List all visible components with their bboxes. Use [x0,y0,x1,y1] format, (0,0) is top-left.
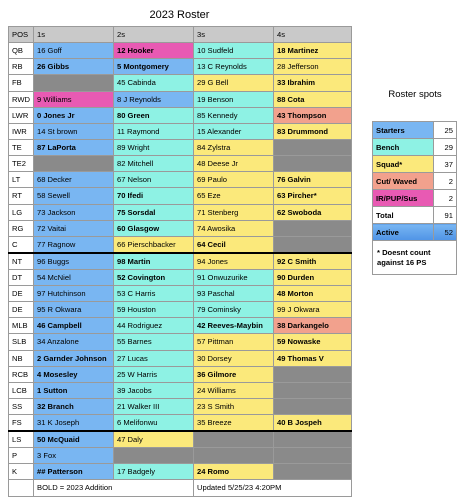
table-row [9,285,352,301]
legend-count: 25 [434,122,457,139]
legend-label: Starters [373,122,434,139]
empty-slot-cell [274,398,352,414]
table-row [9,75,352,91]
player-cell: 71 Stenberg [194,204,274,220]
position-cell: DE [9,302,34,318]
page-title: 2023 Roster [149,9,210,21]
player-cell: 79 Cominsky [194,302,274,318]
player-cell: 53 C Harris [114,285,194,301]
player-cell: 39 Jacobs [114,382,194,398]
player-cell: 85 Kennedy [194,107,274,123]
position-cell: RWD [9,91,34,107]
empty-slot-cell [274,448,352,464]
player-cell: 32 Branch [34,398,114,414]
player-cell: 55 Barnes [114,334,194,350]
player-cell: 88 Cota [274,91,352,107]
position-cell: RG [9,220,34,236]
legend-row [373,122,457,139]
player-cell: 48 Deese Jr [194,156,274,172]
player-cell: 99 J Okwara [274,302,352,318]
player-cell: 21 Walker III [114,398,194,414]
player-cell: 30 Dorsey [194,350,274,366]
player-cell: 69 Paulo [194,172,274,188]
player-cell: 80 Green [114,107,194,123]
legend-count: 2 [434,173,457,190]
player-cell: 82 Mitchell [114,156,194,172]
player-cell: 49 Thomas V [274,350,352,366]
player-cell: 90 Durden [274,269,352,285]
position-cell: TE2 [9,156,34,172]
position-cell: FB [9,75,34,91]
player-cell: 13 C Reynolds [194,59,274,75]
position-cell: LG [9,204,34,220]
player-cell: 18 Martinez [274,43,352,59]
player-cell: 47 Daly [114,431,194,448]
empty-slot-cell [274,382,352,398]
player-cell: 59 Nowaske [274,334,352,350]
player-cell: 92 C Smith [274,253,352,270]
position-cell: LWR [9,107,34,123]
player-cell: 36 Gilmore [194,366,274,382]
player-cell: 63 Pircher* [274,188,352,204]
legend-label: Active [373,224,434,241]
footer-row [9,480,352,496]
player-cell: 10 Sudfeld [194,43,274,59]
table-row [9,318,352,334]
player-cell: 54 McNiel [34,269,114,285]
player-cell: 77 Ragnow [34,236,114,253]
player-cell: 48 Morton [274,285,352,301]
header-cell: 2s [114,27,194,43]
player-cell: 67 Nelson [114,172,194,188]
player-cell: 12 Hooker [114,43,194,59]
position-cell: P [9,448,34,464]
position-cell: TE [9,139,34,155]
player-cell: 96 Buggs [34,253,114,270]
legend-row [373,190,457,207]
header-cell: 1s [34,27,114,43]
position-cell: LS [9,431,34,448]
legend-label: IR/PUP/Sus [373,190,434,207]
legend-row [373,207,457,224]
position-cell: SS [9,398,34,414]
table-row [9,366,352,382]
legend-label: Cut/ Waved [373,173,434,190]
empty-slot-cell [274,431,352,448]
player-cell: 25 W Harris [114,366,194,382]
player-cell: 0 Jones Jr [34,107,114,123]
player-cell: 2 Garnder Johnson [34,350,114,366]
player-cell: 8 J Reynolds [114,91,194,107]
empty-slot-cell [34,75,114,91]
empty-slot-cell [114,448,194,464]
table-row [9,172,352,188]
player-cell: 97 Hutchinson [34,285,114,301]
legend-count: 52 [434,224,457,241]
player-cell: 59 Houston [114,302,194,318]
player-cell: 27 Lucas [114,350,194,366]
player-cell: 24 Romo [194,464,274,480]
table-row [9,431,352,448]
player-cell: 76 Galvin [274,172,352,188]
legend-table [372,121,457,275]
footer-spacer [9,480,34,496]
player-cell: 84 Zylstra [194,139,274,155]
player-cell: 93 Paschal [194,285,274,301]
table-row [9,236,352,253]
position-cell: RT [9,188,34,204]
table-row [9,91,352,107]
table-row [9,188,352,204]
player-cell: 91 Onwuzurike [194,269,274,285]
legend-row [373,156,457,173]
empty-slot-cell [34,156,114,172]
player-cell: 68 Decker [34,172,114,188]
table-row [9,448,352,464]
position-cell: RCB [9,366,34,382]
player-cell: 58 Sewell [34,188,114,204]
legend-count: 37 [434,156,457,173]
player-cell: 52 Covington [114,269,194,285]
player-cell: 44 Rodriguez [114,318,194,334]
player-cell: ## Patterson [34,464,114,480]
empty-slot-cell [274,220,352,236]
table-row [9,220,352,236]
legend-note-row [373,241,457,275]
position-cell: SLB [9,334,34,350]
table-row [9,334,352,350]
empty-slot-cell [274,139,352,155]
table-row [9,398,352,414]
player-cell: 33 Ibrahim [274,75,352,91]
table-header-row [9,27,352,43]
position-cell: DT [9,269,34,285]
player-cell: 45 Cabinda [114,75,194,91]
player-cell: 75 Sorsdal [114,204,194,220]
player-cell: 43 Thompson [274,107,352,123]
bold-legend-note: BOLD = 2023 Addition [34,480,194,496]
player-cell: 65 Eze [194,188,274,204]
legend-count: 91 [434,207,457,224]
player-cell: 26 Gibbs [34,59,114,75]
position-cell: LT [9,172,34,188]
table-row [9,59,352,75]
roster-table [8,26,352,497]
table-row [9,382,352,398]
table-row [9,302,352,318]
position-cell: NT [9,253,34,270]
position-cell: DE [9,285,34,301]
roster-table-container [8,26,351,497]
player-cell: 94 Jones [194,253,274,270]
legend-title: Roster spots [388,89,442,100]
position-cell: MLB [9,318,34,334]
table-row [9,107,352,123]
player-cell: 87 LaPorta [34,139,114,155]
table-row [9,156,352,172]
position-cell: LCB [9,382,34,398]
player-cell: 40 B Jospeh [274,415,352,432]
position-cell: FS [9,415,34,432]
empty-slot-cell [274,236,352,253]
legend-label: Bench [373,139,434,156]
player-cell: 17 Badgely [114,464,194,480]
player-cell: 31 K Joseph [34,415,114,432]
legend-row [373,224,457,241]
player-cell: 95 R Okwara [34,302,114,318]
table-row [9,464,352,480]
legend-row [373,139,457,156]
position-cell: QB [9,43,34,59]
practice-squad-note: * Doesnt count against 16 PS [373,241,457,275]
player-cell: 35 Breeze [194,415,274,432]
player-cell: 70 Ifedi [114,188,194,204]
header-cell: 4s [274,27,352,43]
player-cell: 73 Jackson [34,204,114,220]
table-row [9,123,352,139]
player-cell: 6 Melifonwu [114,415,194,432]
player-cell: 72 Vaitai [34,220,114,236]
player-cell: 11 Raymond [114,123,194,139]
legend-label: Squad* [373,156,434,173]
table-row [9,415,352,432]
table-row [9,253,352,270]
player-cell: 62 Swoboda [274,204,352,220]
table-row [9,269,352,285]
player-cell: 34 Anzalone [34,334,114,350]
player-cell: 66 Pierschbacker [114,236,194,253]
empty-slot-cell [274,156,352,172]
position-cell: RB [9,59,34,75]
position-cell: C [9,236,34,253]
header-cell: 3s [194,27,274,43]
empty-slot-cell [194,448,274,464]
table-row [9,350,352,366]
legend-label: Total [373,207,434,224]
player-cell: 23 S Smith [194,398,274,414]
player-cell: 19 Benson [194,91,274,107]
table-row [9,43,352,59]
legend-row [373,173,457,190]
legend-count: 2 [434,190,457,207]
player-cell: 9 Williams [34,91,114,107]
player-cell: 83 Drummond [274,123,352,139]
player-cell: 50 McQuaid [34,431,114,448]
player-cell: 42 Reeves-Maybin [194,318,274,334]
player-cell: 4 Mosesley [34,366,114,382]
position-cell: K [9,464,34,480]
player-cell: 16 Goff [34,43,114,59]
player-cell: 60 Glasgow [114,220,194,236]
player-cell: 1 Sutton [34,382,114,398]
player-cell: 74 Awosika [194,220,274,236]
player-cell: 24 Williams [194,382,274,398]
player-cell: 38 Darkangelo [274,318,352,334]
empty-slot-cell [274,366,352,382]
legend-container [372,121,456,275]
position-cell: NB [9,350,34,366]
player-cell: 28 Jefferson [274,59,352,75]
table-row [9,204,352,220]
player-cell: 98 Martin [114,253,194,270]
player-cell: 89 Wright [114,139,194,155]
empty-slot-cell [274,464,352,480]
player-cell: 15 Alexander [194,123,274,139]
position-cell: IWR [9,123,34,139]
updated-timestamp: Updated 5/25/23 4:20PM [194,480,352,496]
player-cell: 46 Campbell [34,318,114,334]
legend-count: 29 [434,139,457,156]
player-cell: 14 St brown [34,123,114,139]
header-cell: POS [9,27,34,43]
player-cell: 57 Pittman [194,334,274,350]
empty-slot-cell [194,431,274,448]
player-cell: 29 G Bell [194,75,274,91]
player-cell: 5 Montgomery [114,59,194,75]
table-row [9,139,352,155]
player-cell: 64 Cecil [194,236,274,253]
player-cell: 3 Fox [34,448,114,464]
